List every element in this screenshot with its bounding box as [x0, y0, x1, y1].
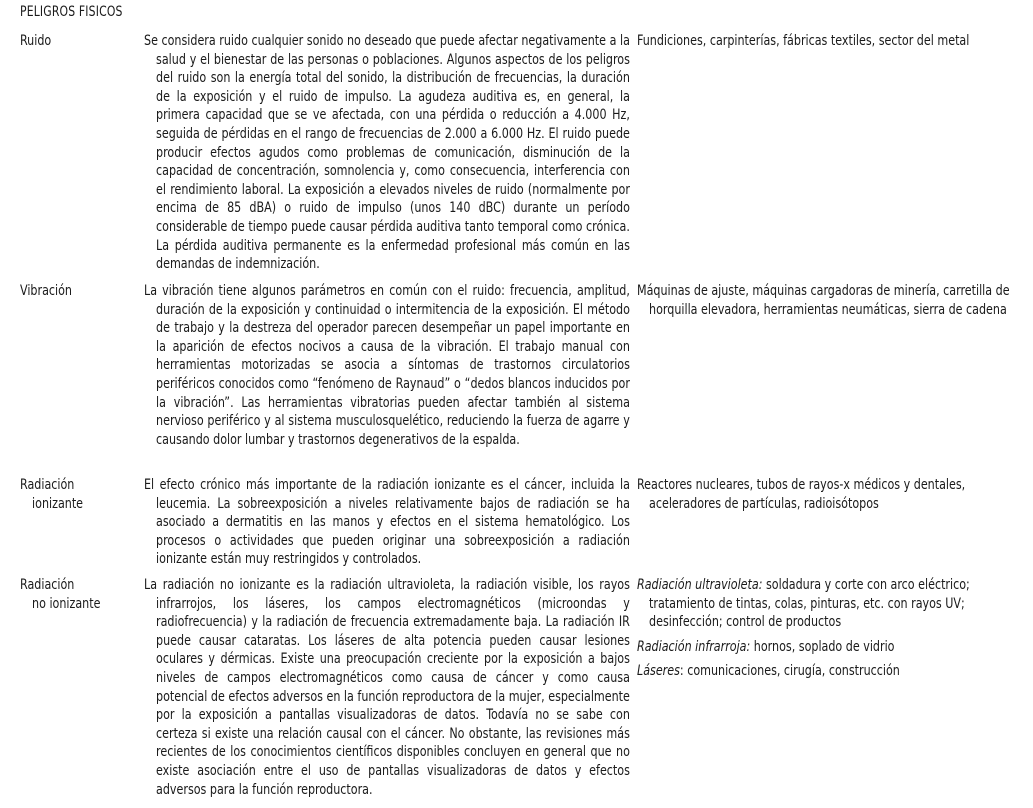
- hazard-name-line: Radiación: [20, 477, 75, 493]
- source-item: [637, 282, 1033, 319]
- source-item: [637, 576, 1033, 632]
- hazard-description-text: Se considera ruido cualquier sonido no deseado que puede afectar negativamente a la salud y el bienestar de las personas o poblaciones. Algunos aspectos de los peligros del ruido son la energía total del sonido, la distribución de frecuencias, la duración de la exposición y el ruido de impulso. La agudeza auditiva es, en general, la primera capacidad que se ve afectada, con una pérdida o reducción a 4.000 Hz, seguida de pérdidas en el rango de frecuencias de 2.000 a 6.000 Hz. El ruido puede producir efectos agudos como problemas de comunicación, disminución de la capacidad de concentración, somnolencia y, como consecuencia, interferencia con el rendimiento laboral. La exposición a elevados niveles de ruido (normalmente por encima de 85 dBA) o ruido de impulso (unos 140 dBC) durante un período considerable de tiempo puede causar pérdida auditiva tanto temporal como crónica. La pérdida auditiva permanente es la enfermedad profesional más común en las demandas de indemnización.: [144, 33, 630, 273]
- hazard-name: [20, 282, 132, 301]
- hazard-sources: [637, 476, 1033, 519]
- hazard-description-text: El efecto crónico más importante de la radiación ionizante es el cáncer, incluida la leucemia. La sobreexposición a niveles relativamente bajos de radiación se ha asociado a dermatitis en las manos y efectos en el sistema hematológico. Los procesos o actividades que pueden originar una sobreexposición a radiación ionizante están muy restringidos y controlados.: [144, 477, 630, 568]
- hazard-description-text: La vibración tiene algunos parámetros en común con el ruido: frecuencia, amplitud, duración de la exposición y continuidad o intermitencia de la exposición. El método de trabajo y la destreza del operador parecen desempeñar un papel importante en la aparición de efectos nocivos a causa de la vibración. El trabajo manual con herramientas motorizadas se asocia a síntomas de trastornos circulatorios periféricos conocidos como “fenómeno de Raynaud” o “dedos blancos inducidos por la vibración”. Las herramientas vibratorias pueden afectar también al sistema nervioso periférico y al sistema musculosquelético, reduciendo la fuerza de agarre y causando dolor lumbar y trastornos degenerativos de la espalda.: [144, 283, 630, 448]
- source-item: [637, 32, 1033, 51]
- section-title: PELIGROS FISICOS: [20, 4, 123, 20]
- hazard-sources: [637, 282, 1033, 325]
- source-text: soldadura y corte con arco eléctrico; tratamiento de tintas, colas, pinturas, etc. con rayos UV; desinfección; control de productos: [649, 577, 970, 631]
- hazard-name: [20, 476, 132, 513]
- source-label: Radiación ultravioleta:: [637, 577, 763, 593]
- source-text: Fundiciones, carpinterías, fábricas textiles, sector del metal: [637, 33, 970, 49]
- hazard-name-line: ionizante: [32, 495, 84, 512]
- source-label: Láseres: [637, 663, 680, 680]
- source-text: hornos, soplado de vidrio: [750, 638, 895, 655]
- hazard-name-line: Ruido: [20, 33, 52, 49]
- hazard-name-line: no ionizante: [32, 595, 101, 612]
- hazard-name: [20, 32, 132, 51]
- hazard-description: [144, 576, 630, 799]
- hazard-name: [20, 576, 132, 613]
- source-item: [637, 476, 1033, 513]
- source-text: : comunicaciones, cirugía, construcción: [679, 663, 900, 680]
- source-item: [637, 638, 1033, 657]
- hazard-sources: [637, 32, 1033, 57]
- hazard-description-text: La radiación no ionizante es la radiación ultravioleta, la radiación visible, los rayos infrarrojos, los láseres, los campos electromagnéticos (microondas y radiofrecuencia) y la radiación de frecuencia extremadamente baja. La radiación IR puede causar cataratas. Los láseres de alta potencia pueden causar lesiones oculares y dérmicas. Existe una preocupación creciente por la exposición a bajos niveles de campos electromagnéticos como causa de cáncer y como causa potencial de efectos adversos en la función reproductora de la mujer, especialmente por la exposición a pantallas visualizadoras de datos. Todavía no se sabe con certeza si existe una relación causal con el cáncer. No obstante, las revisiones más recientes de los conocimientos científicos disponibles concluyen en general que no existe asociación entre el uso de pantallas visualizadoras de datos y efectos adversos para la función reproductora.: [144, 577, 630, 798]
- hazard-name-line: Vibración: [20, 283, 72, 299]
- source-item: [637, 662, 1033, 681]
- hazard-description: [144, 32, 630, 274]
- source-label: Radiación infrarroja:: [637, 638, 751, 655]
- source-text: Reactores nucleares, tubos de rayos-x médicos y dentales, aceleradores de partículas, radioisótopos: [637, 477, 966, 512]
- hazard-name-line: Radiación: [20, 577, 75, 593]
- hazard-description: [144, 282, 630, 449]
- hazard-sources: [637, 576, 1033, 687]
- hazard-description: [144, 476, 630, 569]
- source-text: Máquinas de ajuste, máquinas cargadoras de minería, carretilla de horquilla elevadora, herramientas neumáticas, sierra de cadena: [637, 283, 1010, 318]
